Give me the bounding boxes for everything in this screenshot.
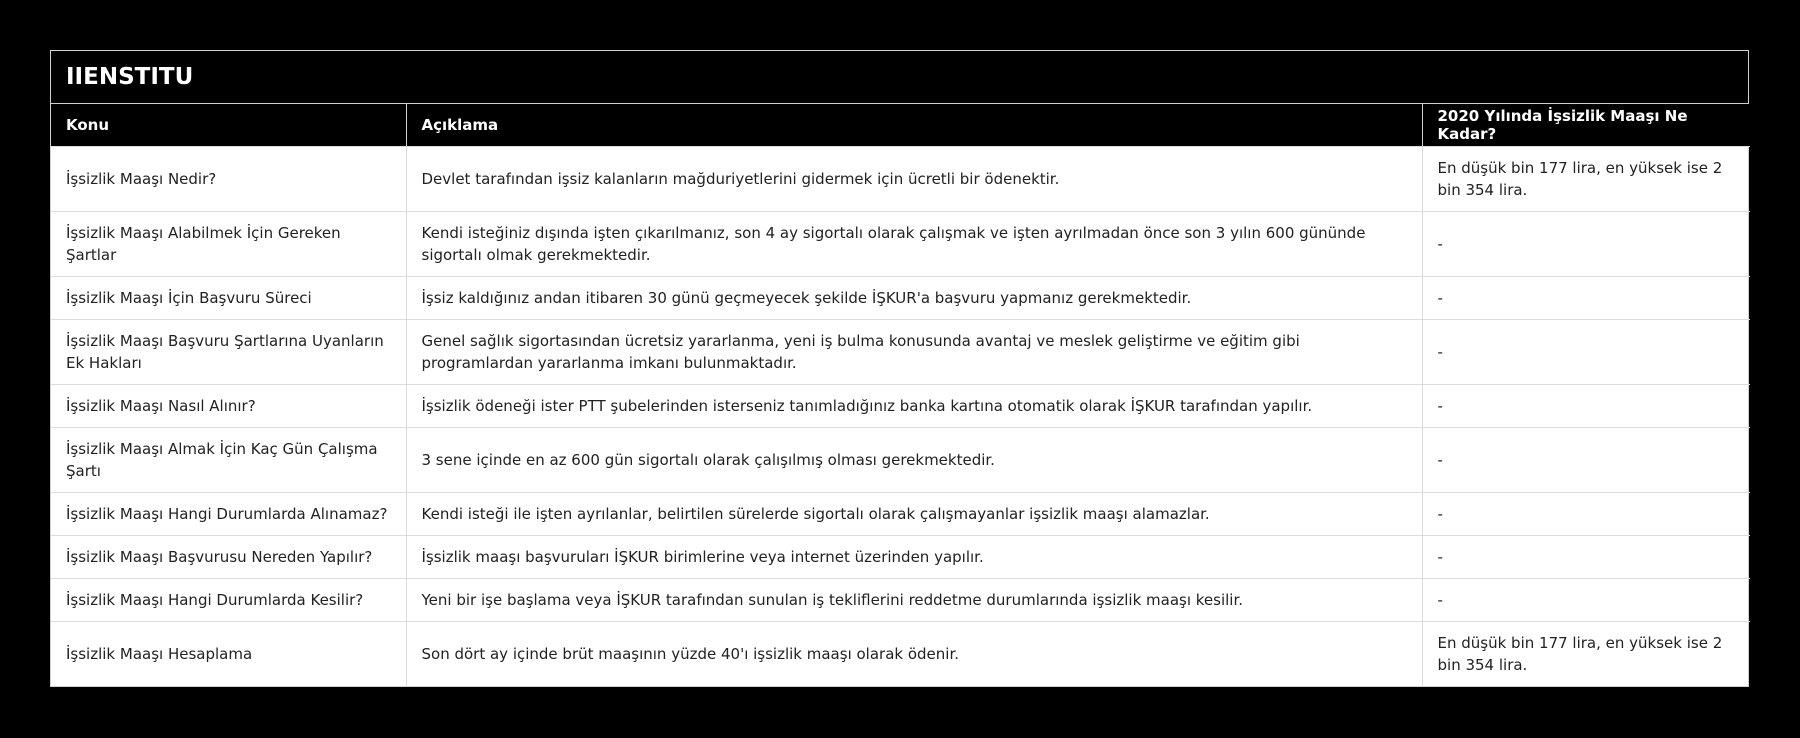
column-header-konu: Konu	[51, 104, 406, 146]
column-header-miktar: 2020 Yılında İşsizlik Maaşı Ne Kadar?	[1422, 104, 1750, 146]
table-row	[51, 578, 1750, 621]
cell-miktar: -	[1422, 492, 1750, 535]
cell-konu: İşsizlik Maaşı Hesaplama	[51, 621, 406, 686]
table-row	[51, 384, 1750, 427]
cell-konu: İşsizlik Maaşı Alabilmek İçin Gereken Şartlar	[51, 211, 406, 276]
cell-konu: İşsizlik Maaşı Başvurusu Nereden Yapılır?	[51, 535, 406, 578]
cell-aciklama: 3 sene içinde en az 600 gün sigortalı olarak çalışılmış olması gerekmektedir.	[406, 427, 1422, 492]
cell-miktar: -	[1422, 319, 1750, 384]
table-body	[51, 146, 1750, 686]
table-row	[51, 276, 1750, 319]
table-title: IIENSTITU	[51, 51, 1748, 104]
cell-miktar: -	[1422, 276, 1750, 319]
table-row	[51, 492, 1750, 535]
column-header-aciklama: Açıklama	[406, 104, 1422, 146]
cell-miktar: -	[1422, 427, 1750, 492]
cell-aciklama: Devlet tarafından işsiz kalanların mağduriyetlerini gidermek için ücretli bir ödenektir.	[406, 146, 1422, 211]
cell-konu: İşsizlik Maaşı Almak İçin Kaç Gün Çalışma Şartı	[51, 427, 406, 492]
header-row	[51, 104, 1750, 146]
info-table-container	[50, 50, 1749, 687]
cell-konu: İşsizlik Maaşı Hangi Durumlarda Alınamaz?	[51, 492, 406, 535]
cell-aciklama: Kendi isteğiniz dışında işten çıkarılmanız, son 4 ay sigortalı olarak çalışmak ve işten ayrılmadan önce son 3 yılın 600 gününde sigortalı olmak gerekmektedir.	[406, 211, 1422, 276]
cell-konu: İşsizlik Maaşı Hangi Durumlarda Kesilir?	[51, 578, 406, 621]
table-row	[51, 535, 1750, 578]
info-table	[51, 104, 1750, 686]
table-row	[51, 427, 1750, 492]
cell-konu: İşsizlik Maaşı Nasıl Alınır?	[51, 384, 406, 427]
cell-miktar: -	[1422, 535, 1750, 578]
cell-aciklama: İşsizlik ödeneği ister PTT şubelerinden isterseniz tanımladığınız banka kartına otomatik olarak İŞKUR tarafından yapılır.	[406, 384, 1422, 427]
cell-aciklama: İşsizlik maaşı başvuruları İŞKUR birimlerine veya internet üzerinden yapılır.	[406, 535, 1422, 578]
cell-konu: İşsizlik Maaşı İçin Başvuru Süreci	[51, 276, 406, 319]
table-row	[51, 621, 1750, 686]
cell-aciklama: Son dört ay içinde brüt maaşının yüzde 40'ı işsizlik maaşı olarak ödenir.	[406, 621, 1422, 686]
cell-aciklama: Yeni bir işe başlama veya İŞKUR tarafından sunulan iş tekliflerini reddetme durumlarında işsizlik maaşı kesilir.	[406, 578, 1422, 621]
table-row	[51, 146, 1750, 211]
cell-miktar: En düşük bin 177 lira, en yüksek ise 2 bin 354 lira.	[1422, 146, 1750, 211]
cell-aciklama: Genel sağlık sigortasından ücretsiz yararlanma, yeni iş bulma konusunda avantaj ve meslek geliştirme ve eğitim gibi programlardan yararlanma imkanı bulunmaktadır.	[406, 319, 1422, 384]
cell-aciklama: İşsiz kaldığınız andan itibaren 30 günü geçmeyecek şekilde İŞKUR'a başvuru yapmanız gerekmektedir.	[406, 276, 1422, 319]
table-row	[51, 211, 1750, 276]
table-row	[51, 319, 1750, 384]
cell-miktar: -	[1422, 384, 1750, 427]
cell-miktar: En düşük bin 177 lira, en yüksek ise 2 bin 354 lira.	[1422, 621, 1750, 686]
cell-miktar: -	[1422, 578, 1750, 621]
cell-konu: İşsizlik Maaşı Başvuru Şartlarına Uyanların Ek Hakları	[51, 319, 406, 384]
cell-aciklama: Kendi isteği ile işten ayrılanlar, belirtilen sürelerde sigortalı olarak çalışmayanlar işsizlik maaşı alamazlar.	[406, 492, 1422, 535]
cell-konu: İşsizlik Maaşı Nedir?	[51, 146, 406, 211]
cell-miktar: -	[1422, 211, 1750, 276]
